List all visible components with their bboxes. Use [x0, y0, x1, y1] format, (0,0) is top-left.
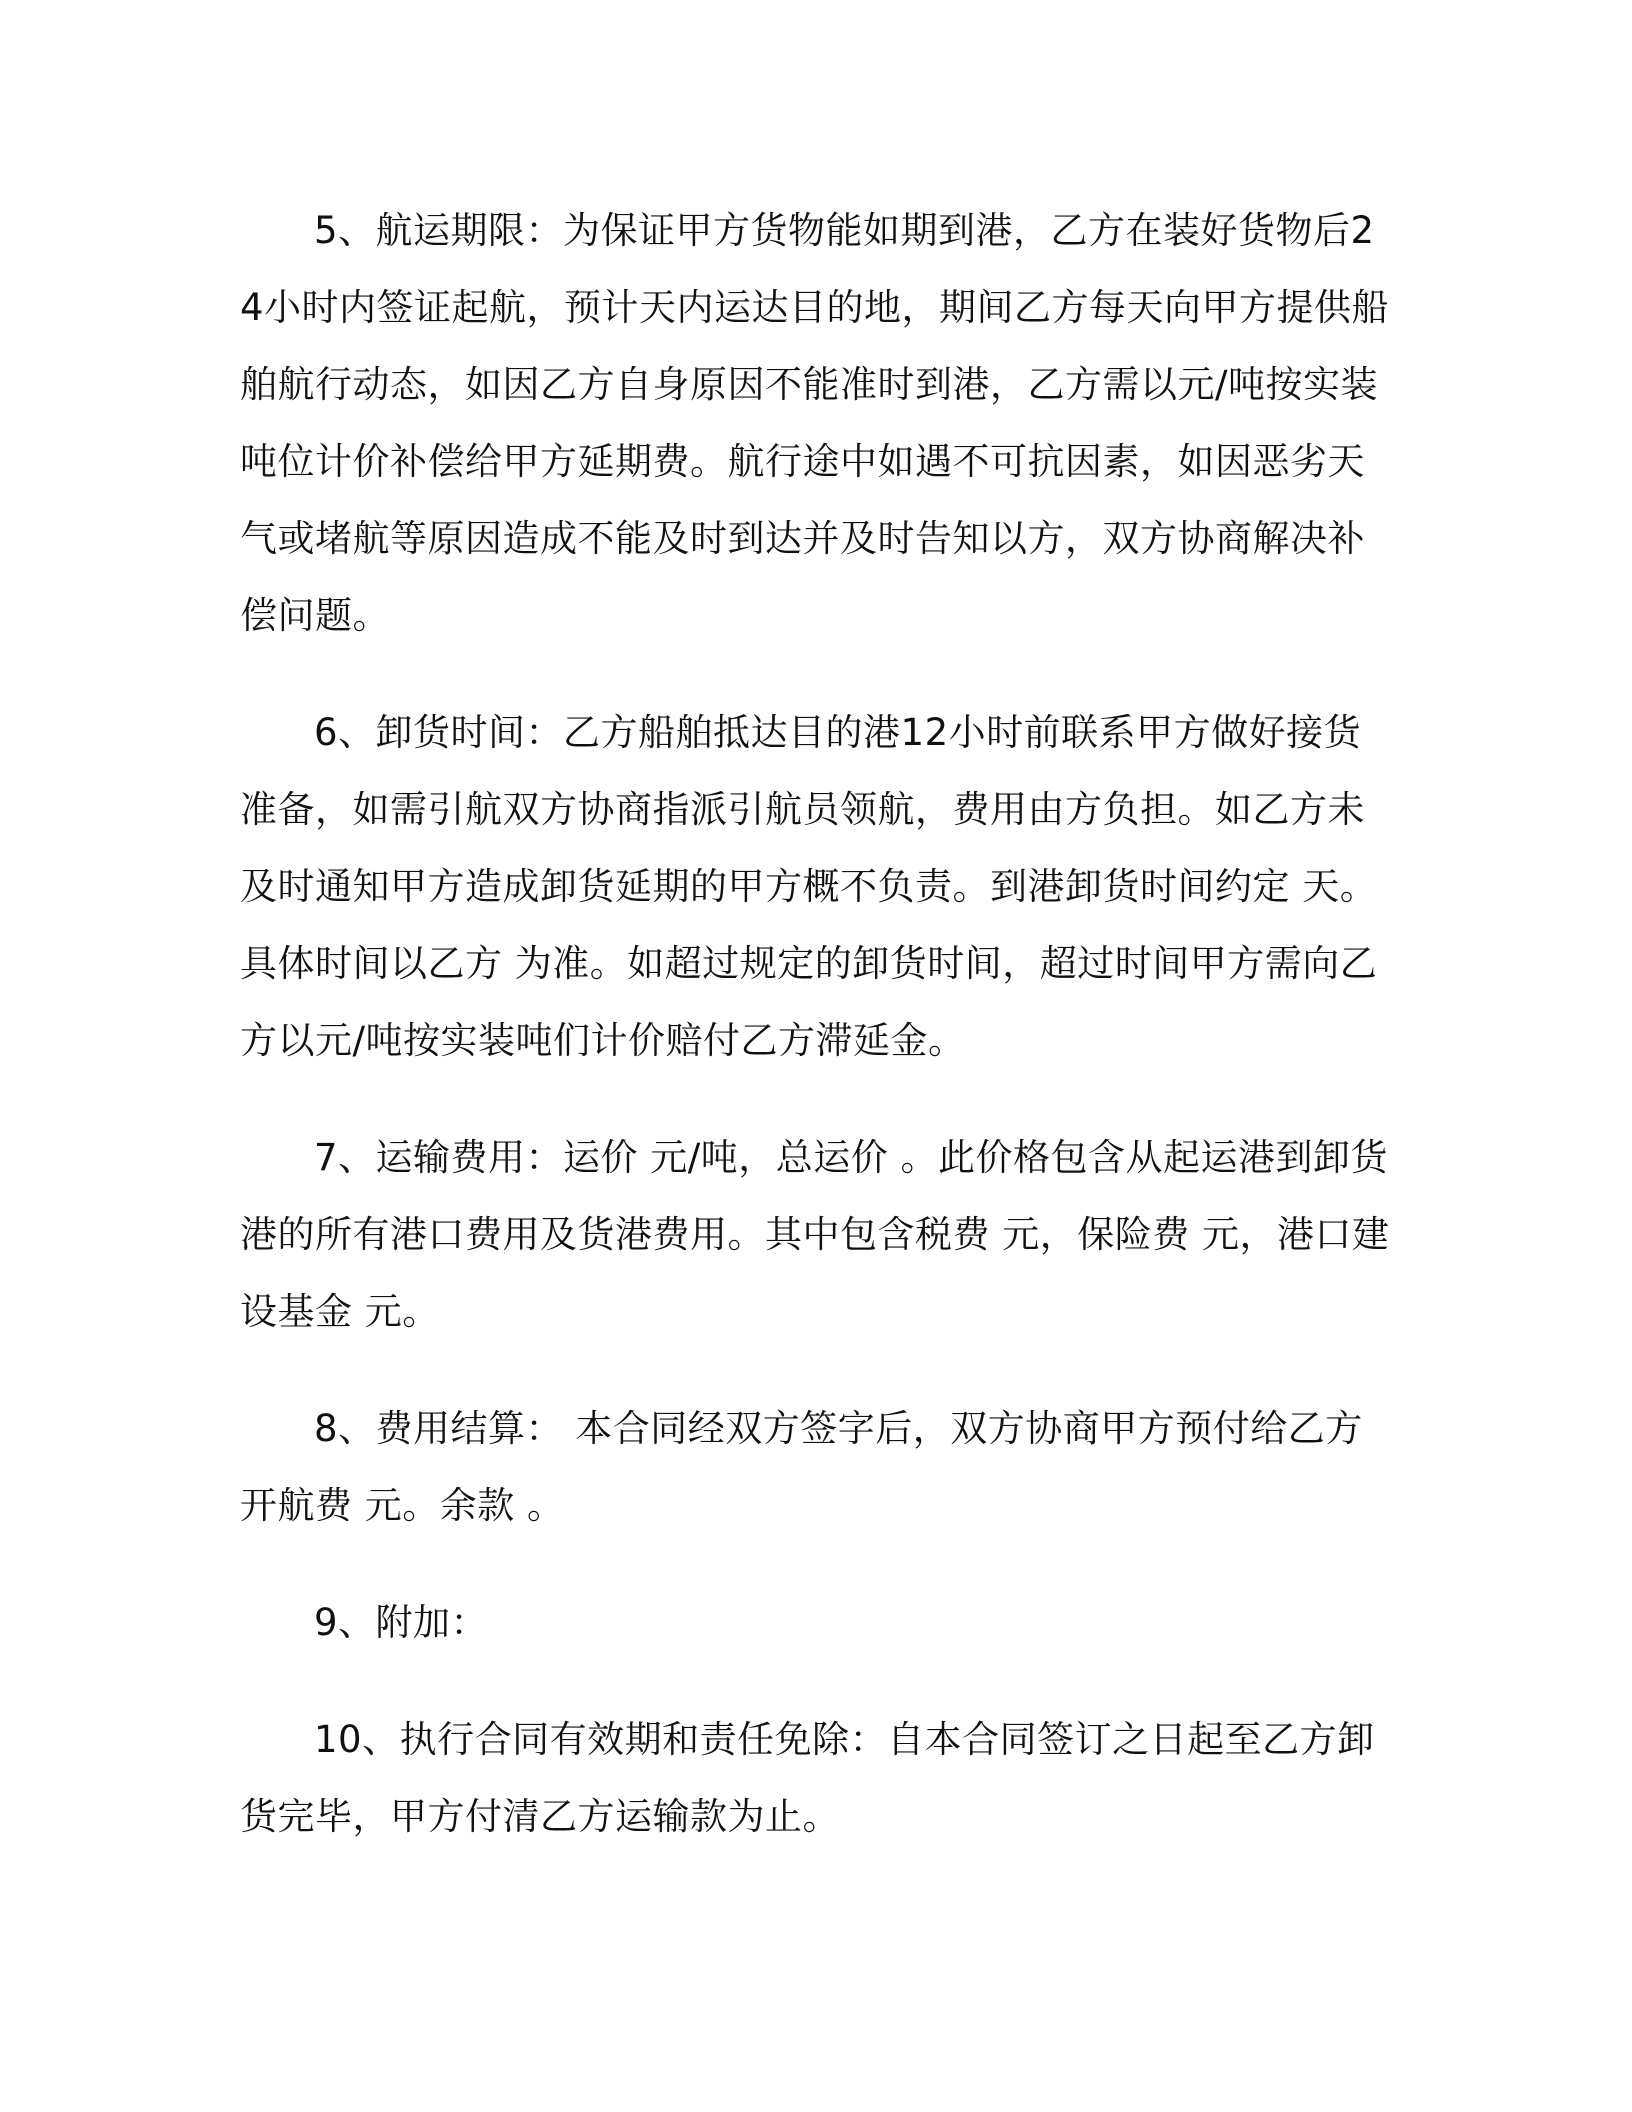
- clause-7-transport-fees: 7、运输费用：运价 元/吨，总运价 。此价格包含从起运港到卸货港的所有港口费用及货港费用。其中包含税费 元，保险费 元，港口建设基金 元。: [240, 1136, 1390, 1333]
- clause-10-validity-exemption: 10、执行合同有效期和责任免除：自本合同签订之日起至乙方卸货完毕，甲方付清乙方运输款为止。: [240, 1718, 1375, 1838]
- clause-8-fee-settlement: 8、费用结算： 本合同经双方签字后，双方协商甲方预付给乙方开航费 元。余款 。: [240, 1407, 1363, 1527]
- clause-5-shipping-period: 5、航运期限：为保证甲方货物能如期到港，乙方在装好货物后24小时内签证起航，预计天内运达目的地，期间乙方每天向甲方提供船舶航行动态，如因乙方自身原因不能准时到港，乙方需以元/吨按实装吨位计价补偿给甲方延期费。航行途中如遇不可抗因素，如因恶劣天气或堵航等原因造成不能及时到达并及时告知以方，双方协商解决补偿问题。: [240, 209, 1390, 637]
- document-body: [240, 192, 1390, 1855]
- clause-6-unloading-time: 6、卸货时间：乙方船舶抵达目的港12小时前联系甲方做好接货准备，如需引航双方协商指派引航员领航，费用由方负担。如乙方未及时通知甲方造成卸货延期的甲方概不负责。到港卸货时间约定 天。具体时间以乙方 为准。如超过规定的卸货时间，超过时间甲方需向乙方以元/吨按实装吨们计价赔付乙方滞延金。: [240, 711, 1378, 1062]
- clause-9-additional: 9、附加：: [314, 1601, 489, 1644]
